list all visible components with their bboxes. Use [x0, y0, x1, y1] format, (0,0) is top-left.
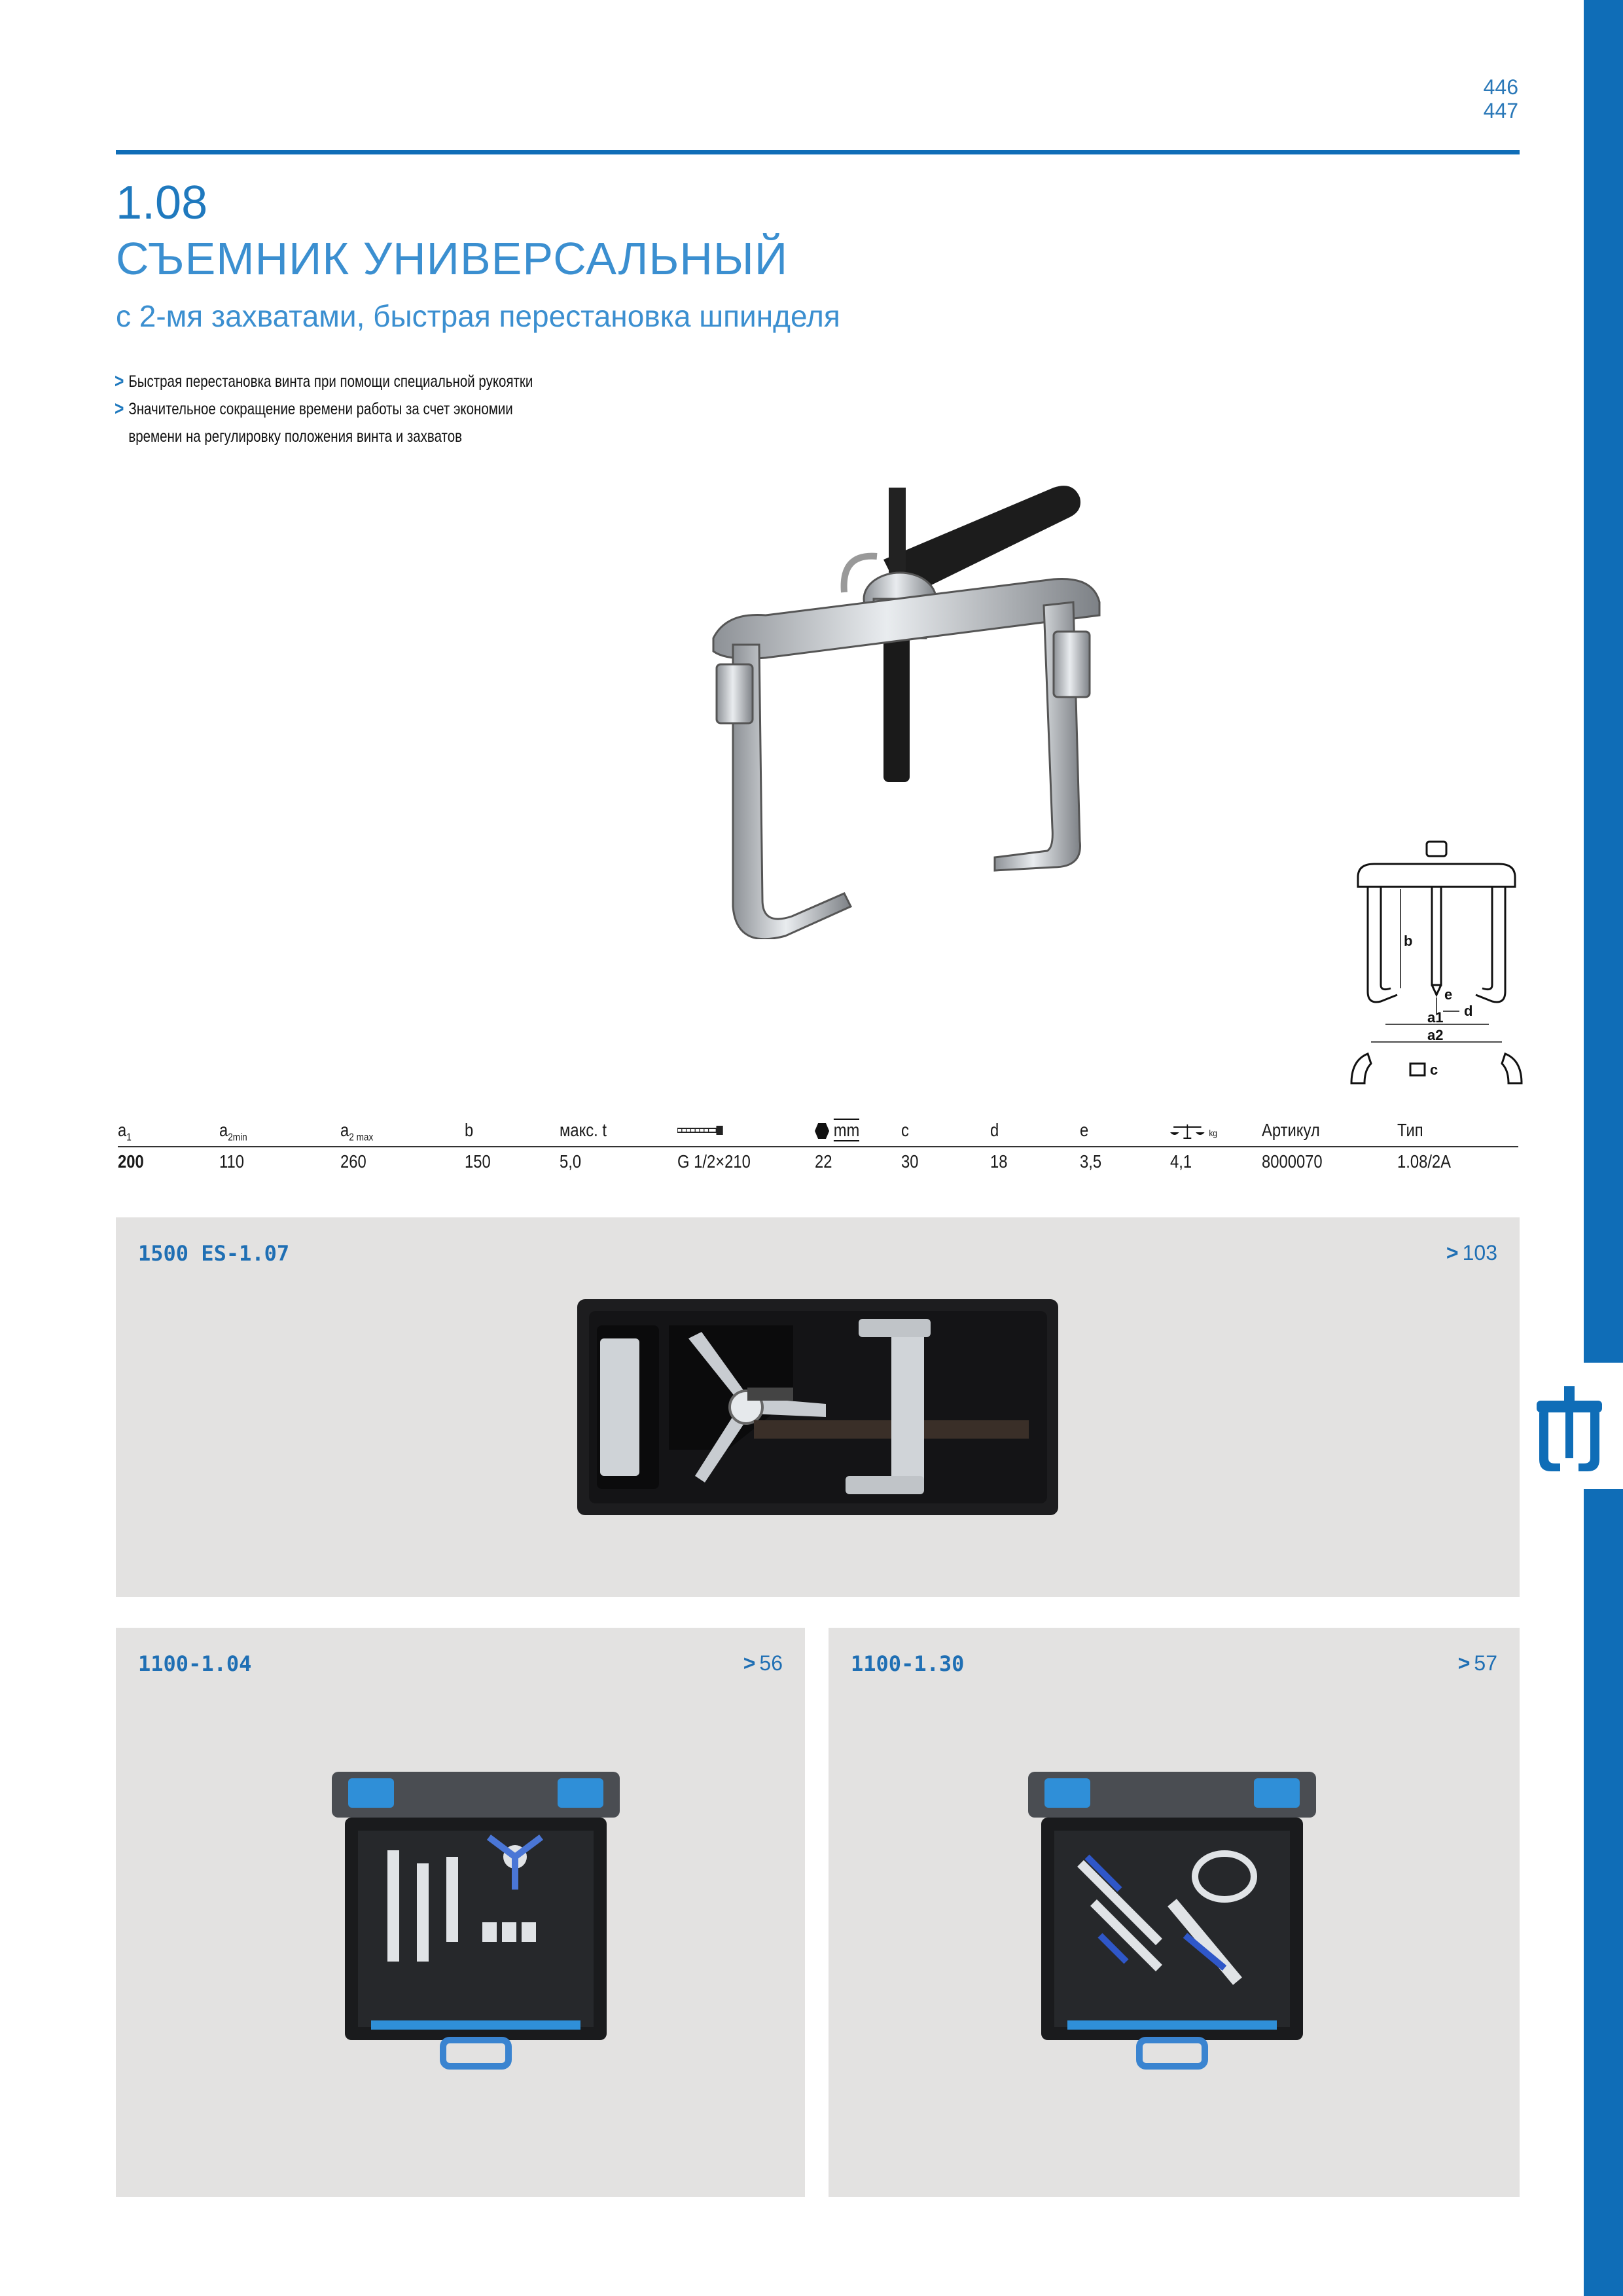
accessory-panel-3 [829, 1628, 1520, 2197]
page-number-left: 446 [1483, 75, 1518, 99]
foam-insert-tray-image [577, 1299, 1058, 1515]
chevron-right-icon: > [115, 370, 124, 392]
product-subtitle: с 2-мя захватами, быстрая перестановка шпинделя [116, 299, 840, 333]
cell-thread: G 1/2×210 [677, 1151, 751, 1172]
thread-screw-icon [677, 1124, 724, 1137]
cell-a2min: 110 [219, 1151, 244, 1172]
side-band-top [1584, 0, 1623, 1363]
cell-t: 5,0 [560, 1151, 582, 1172]
chevron-right-icon: > [743, 1651, 756, 1675]
header-type: Тип [1397, 1120, 1423, 1140]
hex-nut-icon [815, 1123, 829, 1139]
accessory-panel-1 [116, 1217, 1520, 1597]
weight-scale-icon [1170, 1123, 1205, 1140]
tool-case-image [1028, 1772, 1316, 2073]
diagram-label-b: b [1404, 933, 1413, 949]
header-hex: mm [815, 1120, 859, 1141]
page-numbers [1484, 75, 1518, 122]
tool-case-image [332, 1772, 620, 2073]
page-number-right: 447 [1483, 99, 1518, 122]
accessory-panel-2 [116, 1628, 805, 2197]
header-rule [116, 150, 1520, 154]
header-article: Артикул [1262, 1120, 1320, 1140]
puller-icon [1530, 1386, 1609, 1471]
cell-a2max: 260 [340, 1151, 366, 1172]
cell-e: 3,5 [1080, 1151, 1102, 1172]
diagram-label-a1: a1 [1427, 1009, 1444, 1026]
chevron-right-icon: > [1457, 1651, 1471, 1675]
cell-a1: 200 [118, 1151, 144, 1172]
puller-product-image [687, 475, 1119, 939]
cell-d: 18 [990, 1151, 1008, 1172]
diagram-label-a2: a2 [1427, 1027, 1444, 1043]
section-number: 1.08 [116, 177, 208, 229]
feature-item [115, 368, 533, 395]
table-row [118, 1147, 1518, 1177]
feature-text-continued: времени на регулировку положения винта и захватов [128, 427, 463, 446]
chevron-right-icon: > [115, 398, 124, 420]
chevron-right-icon: > [1446, 1241, 1459, 1265]
feature-text: Значительное сокращение времени работы за счет экономии [128, 400, 513, 418]
panel-code: 1100-1.04 [138, 1651, 252, 1676]
feature-list [115, 368, 625, 450]
feature-text: Быстрая перестановка винта при помощи специальной рукоятки [128, 372, 533, 391]
cell-article: 8000070 [1262, 1151, 1323, 1172]
header-weight: kg [1170, 1120, 1217, 1141]
panel-code: 1500 ES-1.07 [138, 1241, 290, 1266]
cell-b: 150 [465, 1151, 491, 1172]
panel-code: 1100-1.30 [851, 1651, 965, 1676]
page-reference-link[interactable]: > 56 [743, 1651, 783, 1675]
header-c: c [901, 1120, 909, 1140]
header-a1: $a_1$ [118, 1120, 132, 1143]
diagram-label-d: d [1464, 1003, 1473, 1019]
diagram-label-c: c [1430, 1062, 1438, 1078]
header-e: e [1080, 1120, 1089, 1140]
page-reference-link[interactable]: > 57 [1457, 1651, 1497, 1675]
header-d: d [990, 1120, 999, 1140]
header-b: b [465, 1120, 474, 1140]
header-a2min: $a_{2min}$ [219, 1120, 247, 1143]
page-reference-link[interactable]: > 103 [1446, 1241, 1497, 1265]
dimension-diagram [1345, 838, 1528, 1086]
cell-weight: 4,1 [1170, 1151, 1192, 1172]
feature-item [115, 395, 533, 450]
cell-c: 30 [901, 1151, 919, 1172]
diagram-label-e: e [1444, 986, 1453, 1003]
cell-type: 1.08/2A [1397, 1151, 1452, 1172]
spec-table-header [118, 1116, 1518, 1147]
spec-table [118, 1116, 1518, 1177]
product-title: СЪЕМНИК УНИВЕРСАЛЬНЫЙ [116, 233, 789, 284]
header-a2max: $a_{2 max}$ [340, 1120, 374, 1143]
cell-hex: 22 [815, 1151, 832, 1172]
side-band-bottom [1584, 1489, 1623, 2296]
header-t: макс. t [560, 1120, 607, 1140]
